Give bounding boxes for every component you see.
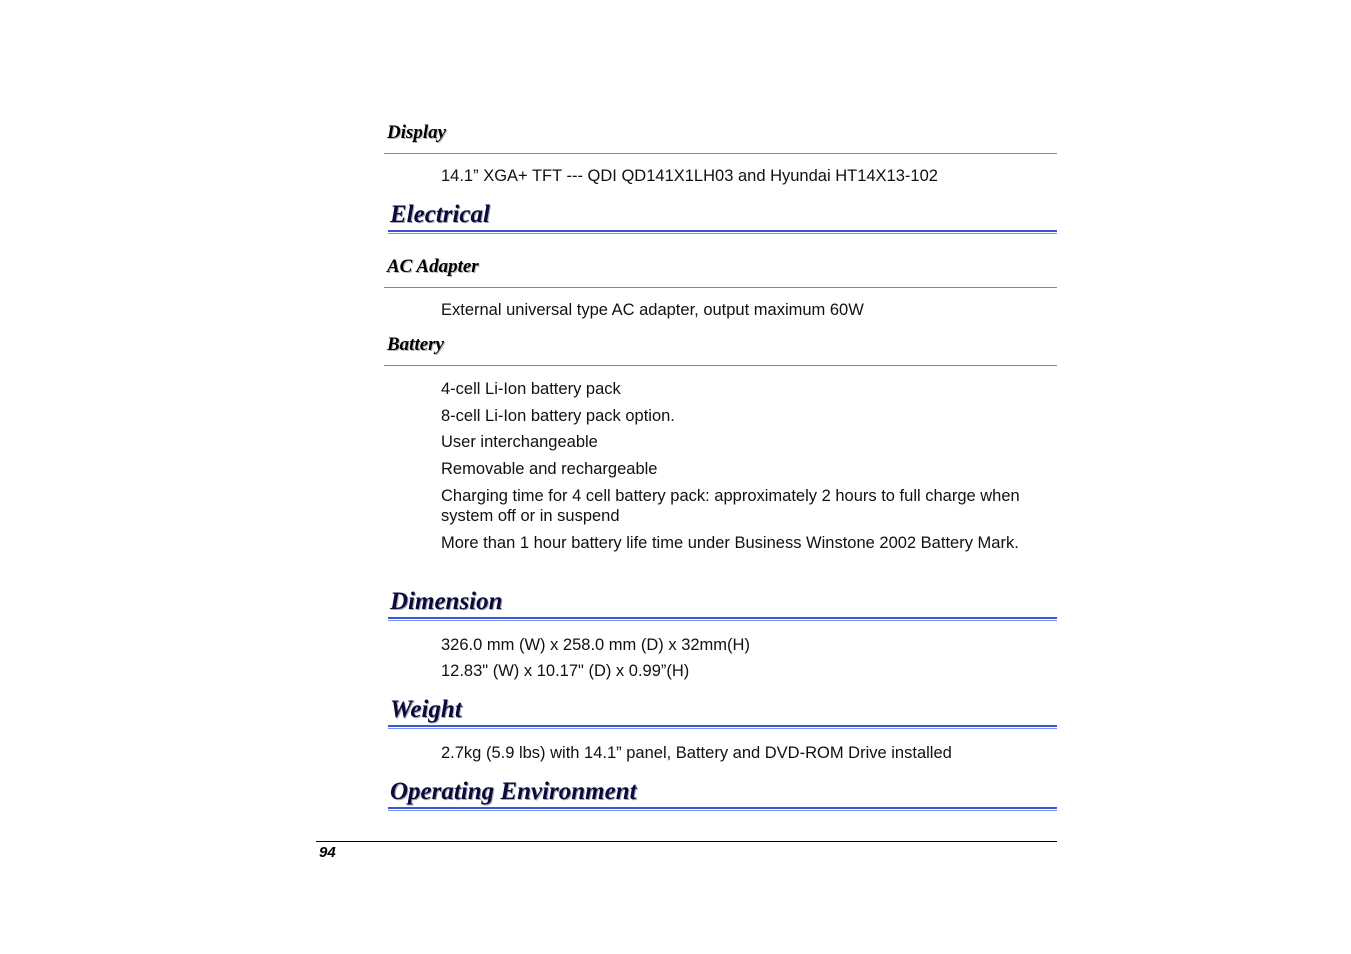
dimension-heading: Dimension xyxy=(390,588,503,615)
battery-item: 8-cell Li-Ion battery pack option. xyxy=(441,407,675,425)
ac-adapter-heading: AC Adapter xyxy=(387,256,479,277)
dimension-imperial: 12.83" (W) x 10.17" (D) x 0.99”(H) xyxy=(441,662,690,680)
weight-rule xyxy=(388,725,1057,727)
footer-rule xyxy=(316,841,1057,842)
battery-item: User interchangeable xyxy=(441,433,598,451)
battery-item: 4-cell Li-Ion battery pack xyxy=(441,380,621,398)
ac-adapter-rule xyxy=(384,287,1057,288)
display-heading: Display xyxy=(387,122,447,143)
battery-item: Removable and rechargeable xyxy=(441,460,658,478)
electrical-rule xyxy=(388,230,1057,232)
electrical-heading: Electrical xyxy=(390,201,490,228)
battery-rule xyxy=(384,365,1057,366)
display-spec: 14.1” XGA+ TFT --- QDI QD141X1LH03 and Hyundai HT14X13-102 xyxy=(441,167,938,185)
weight-spec: 2.7kg (5.9 lbs) with 14.1” panel, Battery and DVD-ROM Drive installed xyxy=(441,744,952,762)
weight-heading: Weight xyxy=(390,696,462,723)
display-rule xyxy=(384,153,1057,154)
battery-item: Charging time for 4 cell battery pack: approximately 2 hours to full charge when system off or in suspend xyxy=(441,487,1020,525)
dimension-rule xyxy=(388,617,1057,619)
dimension-metric: 326.0 mm (W) x 258.0 mm (D) x 32mm(H) xyxy=(441,636,750,654)
page-number: 94 xyxy=(319,844,336,861)
battery-heading: Battery xyxy=(387,334,444,355)
battery-item: More than 1 hour battery life time under Business Winstone 2002 Battery Mark. xyxy=(441,534,1019,552)
operating-environment-heading: Operating Environment xyxy=(390,778,637,805)
ac-adapter-spec: External universal type AC adapter, output maximum 60W xyxy=(441,301,864,319)
operating-environment-rule xyxy=(388,807,1057,809)
